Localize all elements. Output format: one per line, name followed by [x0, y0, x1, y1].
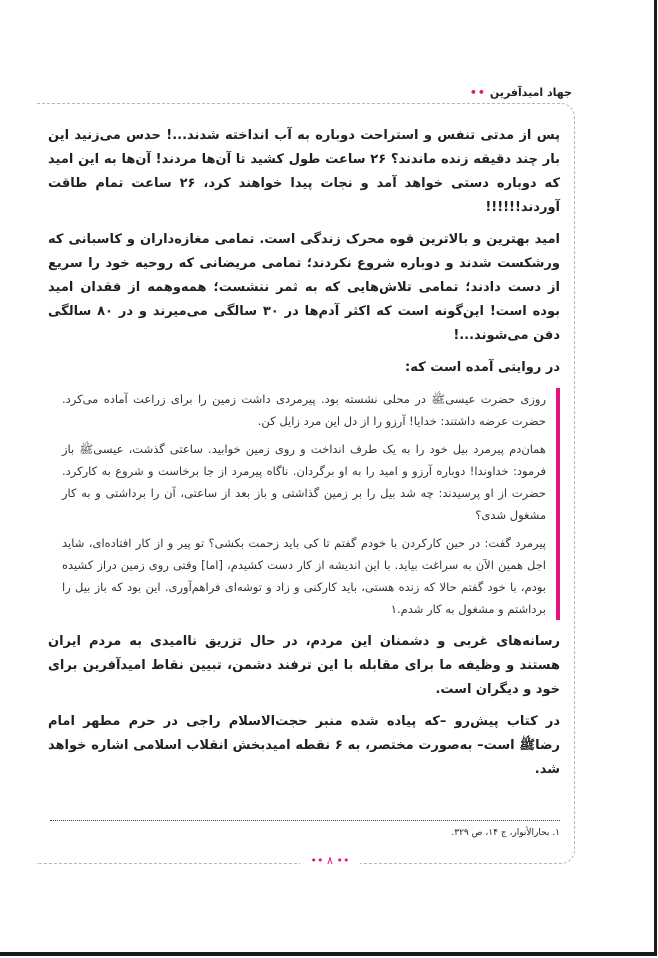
page-number-dots-right: •• — [332, 854, 350, 867]
paragraph-2: امید بهترین و بالاترین قوه محرک زندگی است. تمامی مغازه‌داران و کاسبانی که ورشکست شدند و دوباره شروع نکردند؛ تمامی مریضانی که روحیه خود را سریع از دست دادند؛ تمامی تلاش‌هایی که به ثمر ننشست؛ همه‌وهمه از فقدان امید بوده است! این‌گونه است که اکثر آدم‌ها در ۳۰ سالگی می‌میرند و در ۸۰ سالگی دفن می‌شوند...! — [48, 232, 560, 343]
quote-paragraph-2: همان‌دم پیرمرد بیل خود را به یک طرف انداخت و روی زمین خوابید. ساعتی گذشت، عیسی‌ﷺ باز فرمود: خداوندا! دوباره آرزو و امید را به او برگردان. ناگاه پیرمرد از جا برخاست و شروع به کارکرد. حضرت از او پرسیدند: چه شد بیل را بر زمین گذاشتی و باز بعد از ساعتی، آن را برداشتی و به کار مشغول شدی؟ — [62, 442, 546, 522]
paragraph-1: پس از مدتی تنفس و استراحت دوباره به آب انداخته شدند...! حدس می‌زنید این بار چند دقیقه زنده ماندند؟ ۲۶ ساعت طول کشید تا آن‌ها مردند! آن‌ها به این امید که دوباره دستی خواهد آمد و نجات پیدا خواهند کرد، ۲۶ ساعت تمام طاقت آوردند!!!!!! — [48, 128, 561, 215]
running-header — [470, 86, 572, 99]
quote-paragraph-3: پیرمرد گفت: در حین کارکردن با خودم گفتم تا کی باید زحمت بکشی؟ تو پیر و از کار افتاده‌ای، شاید اجل همین الآن به سراغت بیاید. با این اندیشه از کار دست کشیدم، [اما] وقتی روی زمین دراز کشیده بودم، با خود گفتم حالا که زنده هستی، باید کارکنی و زاد و توشه‌ای فراهم‌آوری. این بود که باز بیل را برداشتم و مشغول به کار شدم.۱ — [62, 536, 546, 616]
page-number-dots-left: •• — [310, 854, 328, 867]
page-number — [300, 854, 360, 867]
header-dots-icon: •• — [469, 86, 486, 99]
page-number-value: ۸ — [327, 854, 333, 867]
quote-block — [62, 388, 560, 620]
header-title: جهاد امیدآفرین — [489, 86, 572, 99]
paragraph-4: رسانه‌های غربی و دشمنان این مردم، در حال تزریق ناامیدی به مردم ایران هستند و وظیفه ما برای مقابله با این ترفند دشمن، تبیین نقاط امیدآفرین برای خود و دیگران است. — [48, 634, 560, 697]
quote-paragraph-1: روزی حضرت عیسی‌ﷺ در محلی نشسته بود. پیرمردی داشت زمین را برای زراعت آماده می‌کرد. حضرت عرضه داشتند: خدایا! آرزو را از دل این مرد زایل کن. — [62, 392, 546, 428]
footnote-divider — [50, 820, 560, 821]
paragraph-5: در کتاب پیش‌رو –که پیاده شده منبر حجت‌الاسلام راجی در حرم مطهر امام رضاﷺ است– به‌صورت مختصر، به ۶ نقطه امیدبخش انقلاب اسلامی اشاره خواهد شد. — [48, 714, 560, 777]
paragraph-3: در روایتی آمده است که: — [405, 360, 560, 375]
footnote: ۱. بحارالأنوار، ج ۱۴، ص ۳۲۹. — [451, 828, 560, 838]
page-body — [48, 124, 560, 790]
